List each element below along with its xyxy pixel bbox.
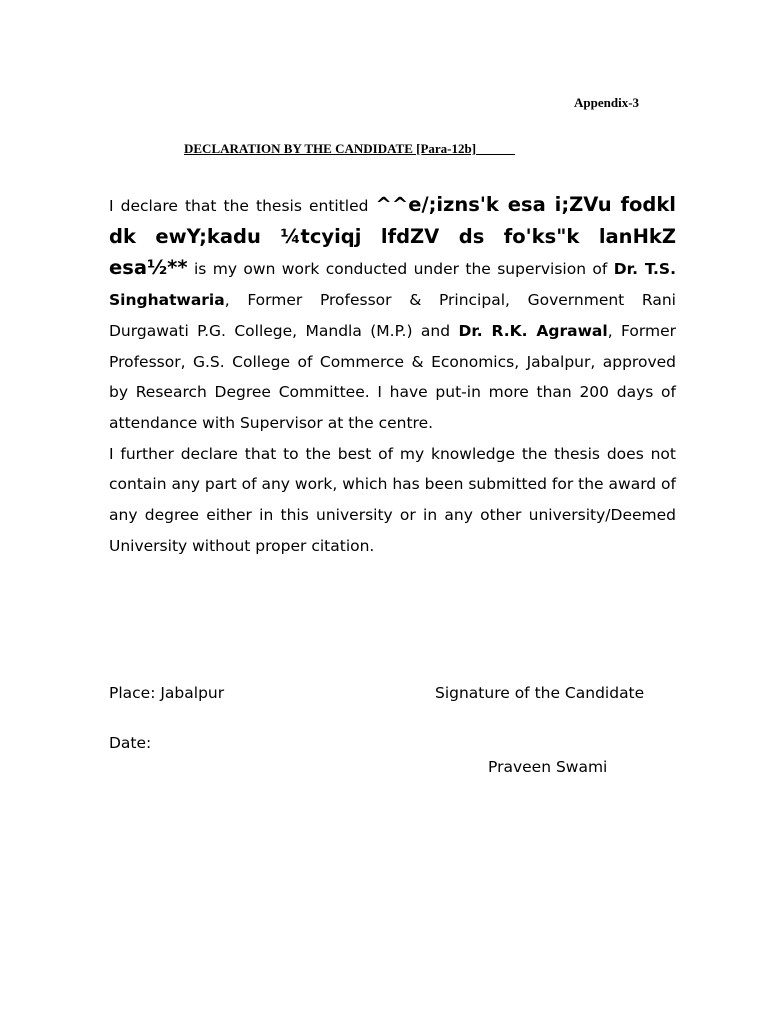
candidate-name: Praveen Swami [488,758,608,776]
place-line: Place: Jabalpur [109,684,225,702]
signature-label: Signature of the Candidate [435,684,645,702]
further-declaration-paragraph: I further declare that to the best of my knowledge the thesis does not contain any part of any work, which has been submitted for the award of any degree either in this university or in any other university/Deemed University without proper citation. [109,444,676,555]
appendix-label: Appendix-3 [574,95,640,110]
supervisor-1-name: Dr. T.S. Singhatwaria [109,260,676,310]
document-title-text: DECLARATION BY THE CANDIDATE [Para-12b] [184,141,477,156]
declaration-body [109,190,676,561]
document-title [184,141,515,157]
supervisor-2-details: , Former Professor, G.S. College of Commerce & Economics, Jabalpur, approved by Research Degree Committee. I have put-in more than 200 days of attendance with Supervisor at the centre. [109,321,677,432]
declaration-after-title: is my own work conducted under the supervision of [187,260,614,279]
date-line: Date: [109,734,152,752]
supervisor-1-details: , Former Professor & Principal, Government Rani Durgawati P.G. College, Mandla (M.P.) and [109,291,676,340]
declaration-paragraph [109,190,676,439]
declaration-intro: I declare that the thesis entitled [109,197,376,215]
supervisor-2-name: Dr. R.K. Agrawal [458,321,608,340]
thesis-title: ^^e/;izns'k esa i;ZVu fodkl dk ewY;kadu ¼tcyiqj lfdZV ds fo'ks"k lanHkZ esa½** [109,193,676,280]
